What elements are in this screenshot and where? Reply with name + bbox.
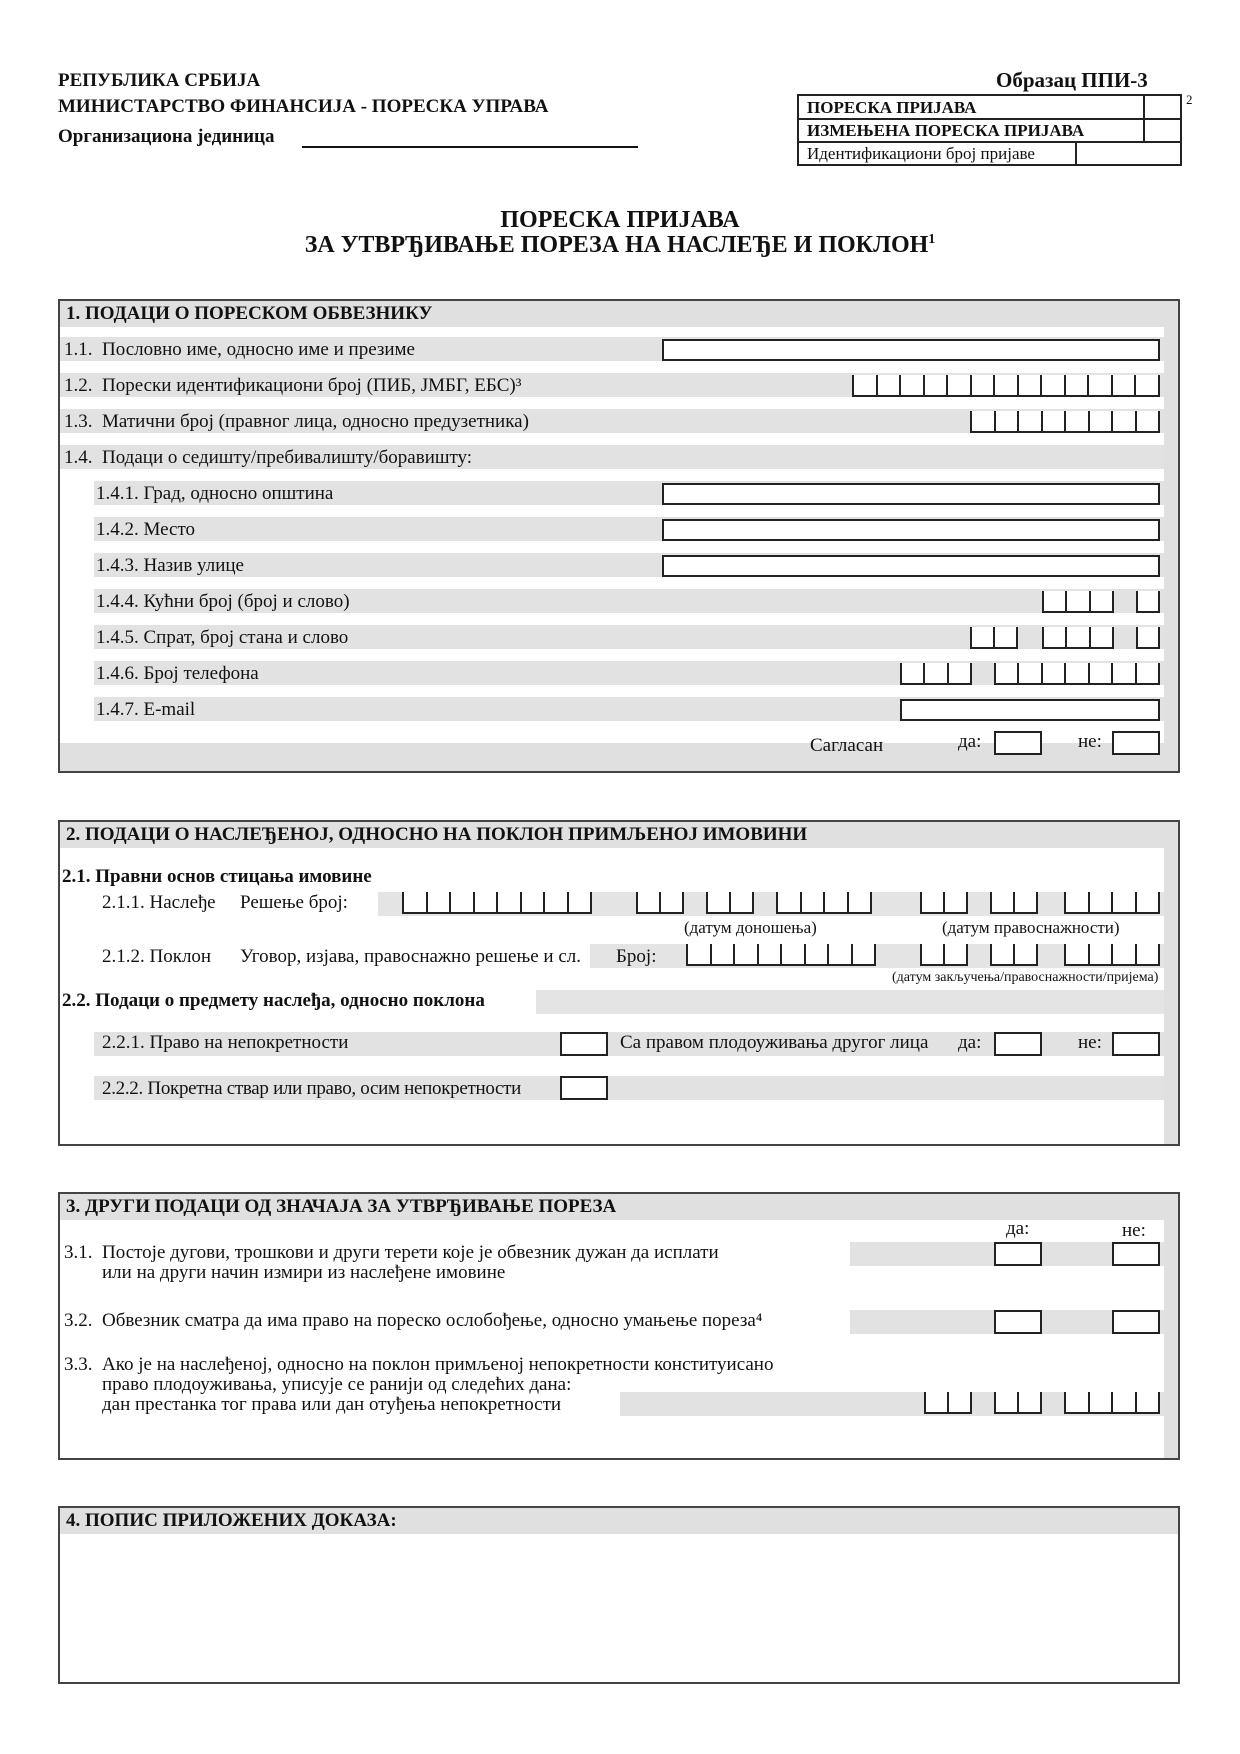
cell-divider: [994, 411, 996, 431]
label-1-2: Порески идентификациони број (ПИБ, ЈМБГ, ЕБС)³: [102, 375, 522, 396]
cell-divider: [1135, 944, 1137, 964]
cell-divider: [520, 892, 522, 912]
cell-divider: [1017, 411, 1019, 431]
cell-divider: [899, 375, 901, 395]
cell-divider: [1088, 944, 1090, 964]
label-2-2-2: 2.2.2. Покретна ствар или право, осим непокретности: [102, 1078, 522, 1099]
cell-divider: [1089, 627, 1091, 647]
label-1-4-4: 1.4.4. Кућни број (број и слово): [96, 591, 350, 612]
label-1-1-num: 1.1.: [64, 339, 93, 360]
org-unit-line[interactable]: [302, 146, 638, 148]
label-usufruct: Са правом плодоуживања другог лица: [620, 1032, 929, 1053]
cell-divider: [659, 892, 661, 912]
label-col-no: не:: [1122, 1220, 1146, 1241]
field-decision-year[interactable]: [776, 892, 872, 914]
cell-divider: [1134, 375, 1136, 395]
cell-divider: [800, 892, 802, 912]
field-final-month[interactable]: [990, 892, 1038, 914]
label-contract: Уговор, изјава, правоснажно решење и сл.: [240, 946, 581, 967]
filing-type-original: ПОРЕСКА ПРИЈАВА: [807, 98, 977, 117]
field-city[interactable]: [662, 483, 1160, 505]
label-3-3-line3: дан престанка тог права или дан отуђења непокретности: [102, 1394, 562, 1415]
cell-divider: [543, 892, 545, 912]
cell-divider: [970, 663, 972, 683]
cell-divider: [1088, 663, 1090, 683]
cell-divider: [682, 892, 684, 912]
cell-divider: [1087, 375, 1089, 395]
label-3-3-num: 3.3.: [64, 1354, 93, 1375]
label-agree: Сагласан: [810, 735, 884, 756]
cell-divider: [1065, 627, 1067, 647]
label-1-4: Подаци о седишту/пребивалишту/боравишту:: [102, 447, 473, 468]
cell-divider: [1036, 944, 1038, 964]
cell-divider: [823, 892, 825, 912]
field-email[interactable]: [900, 699, 1160, 721]
label-2-2: 2.2. Подаци о предмету наслеђа, односно поклона: [62, 990, 485, 1011]
cell-divider: [1158, 591, 1160, 611]
cell-divider: [946, 375, 948, 395]
form-code: Образац ППИ-3: [996, 68, 1148, 92]
box-footnote: 2: [1186, 92, 1193, 107]
title-line1: ПОРЕСКА ПРИЈАВА: [500, 207, 740, 233]
checkbox-usufruct-yes[interactable]: [994, 1032, 1042, 1056]
cell-divider: [1112, 591, 1114, 611]
label-agree-yes: да:: [958, 731, 982, 752]
cell-divider: [874, 944, 876, 964]
republic-label: РЕПУБЛИКА СРБИЈА: [58, 70, 261, 91]
cell-divider: [1088, 411, 1090, 431]
label-1-2-num: 1.2.: [64, 375, 93, 396]
field-decision-month[interactable]: [706, 892, 754, 914]
field-decision-number[interactable]: [402, 892, 592, 914]
section-4-heading: 4. ПОПИС ПРИЛОЖЕНИХ ДОКАЗА:: [66, 1510, 397, 1531]
cell-divider: [851, 944, 853, 964]
cell-divider: [1041, 411, 1043, 431]
cell-divider: [943, 944, 945, 964]
cell-divider: [1111, 892, 1113, 912]
cell-divider: [449, 892, 451, 912]
checkbox-original[interactable]: [348, 96, 382, 116]
cell-divider: [426, 892, 428, 912]
cell-divider: [1016, 627, 1018, 647]
label-3-1-line2: или на други начин измири из наслеђене имовине: [102, 1262, 506, 1283]
checkbox-3-2-yes[interactable]: [994, 1310, 1042, 1334]
cell-divider: [993, 627, 995, 647]
section-1-heading: 1. ПОДАЦИ О ПОРЕСКОМ ОБВЕЗНИКУ: [66, 303, 433, 324]
cell-divider: [827, 944, 829, 964]
cell-divider: [1088, 1392, 1090, 1412]
field-registration-number[interactable]: [970, 411, 1160, 433]
cell-divider: [1111, 375, 1113, 395]
cell-divider: [567, 892, 569, 912]
cell-divider: [1065, 591, 1067, 611]
cell-divider: [993, 375, 995, 395]
label-2-1: 2.1. Правни основ стицања имовине: [62, 866, 372, 887]
label-date-adopted: (датум доношења): [684, 918, 817, 937]
field-phone-number[interactable]: [994, 663, 1160, 685]
cell-divider: [1135, 411, 1137, 431]
checkbox-agree-no[interactable]: [1112, 731, 1160, 755]
label-3-1-line1: Постоје дугови, трошкови и други терети које је обвезник дужан да исплати: [102, 1242, 719, 1263]
label-usufruct-no: не:: [1078, 1032, 1102, 1053]
label-3-3-line1: Ако је на наслеђеној, односно на поклон примљеној непокретности конституисано: [102, 1354, 774, 1375]
cell-divider: [590, 892, 592, 912]
cell-divider: [1013, 944, 1015, 964]
cell-divider: [1158, 411, 1160, 431]
cell-divider: [943, 892, 945, 912]
checkbox-3-1-yes[interactable]: [994, 1242, 1042, 1266]
section-3-heading: 3. ДРУГИ ПОДАЦИ ОД ЗНАЧАЈА ЗА УТВРЂИВАЊЕ ПОРЕЗА: [66, 1196, 617, 1217]
cell-divider: [804, 944, 806, 964]
checkbox-agree-yes[interactable]: [994, 731, 1042, 755]
label-1-4-2: 1.4.2. Место: [96, 519, 196, 540]
section-1: [58, 299, 1180, 773]
label-agree-no: не:: [1078, 731, 1102, 752]
org-unit-label: Организациона јединица: [58, 126, 275, 147]
field-phone-prefix[interactable]: [900, 663, 972, 685]
checkbox-movable[interactable]: [560, 1076, 608, 1100]
cell-divider: [1158, 375, 1160, 395]
cell-divider: [876, 375, 878, 395]
cell-divider: [966, 892, 968, 912]
cell-divider: [970, 375, 972, 395]
cell-divider: [1135, 663, 1137, 683]
cell-divider: [1112, 627, 1114, 647]
field-apartment-letter[interactable]: [1136, 627, 1160, 649]
label-3-1-num: 3.1.: [64, 1242, 93, 1263]
field-floor[interactable]: [970, 627, 1018, 649]
label-col-yes: да:: [1006, 1218, 1030, 1239]
cell-divider: [473, 892, 475, 912]
cell-divider: [1135, 1392, 1137, 1412]
label-date-contract: (датум закључења/правоснажности/пријема): [892, 970, 1159, 985]
cell-divider: [757, 944, 759, 964]
cell-divider: [1111, 411, 1113, 431]
field-house-number[interactable]: [1042, 591, 1114, 613]
field-decision-day[interactable]: [636, 892, 684, 914]
cell-divider: [1040, 375, 1042, 395]
cell-divider: [1013, 892, 1015, 912]
field-house-letter[interactable]: [1136, 591, 1160, 613]
cell-divider: [1111, 944, 1113, 964]
cell-divider: [1041, 663, 1043, 683]
cell-divider: [1158, 944, 1160, 964]
cell-divider: [1158, 627, 1160, 647]
cell-divider: [1158, 892, 1160, 912]
cell-divider: [1111, 1392, 1113, 1412]
label-3-2-num: 3.2.: [64, 1310, 93, 1331]
label-decision-number: Решење број:: [240, 892, 348, 913]
label-1-1: Пословно име, односно име и презиме: [102, 339, 415, 360]
section-2: [58, 820, 1180, 1146]
cell-divider: [496, 892, 498, 912]
label-3-2: Обвезник сматра да има право на пореско ослобођење, односно умањење пореза⁴: [102, 1310, 763, 1331]
cell-divider: [1017, 1392, 1019, 1412]
cell-divider: [1135, 892, 1137, 912]
checkbox-3-1-no[interactable]: [1112, 1242, 1160, 1266]
section-3: [58, 1192, 1180, 1460]
cell-divider: [1088, 892, 1090, 912]
section-4: [58, 1506, 1180, 1684]
cell-divider: [970, 1392, 972, 1412]
filing-id-label: Идентификациони број пријаве: [807, 144, 1035, 163]
label-1-3-num: 1.3.: [64, 411, 93, 432]
cell-divider: [752, 892, 754, 912]
field-name[interactable]: [662, 339, 1160, 361]
label-1-4-num: 1.4.: [64, 447, 93, 468]
title-line2: ЗА УТВРЂИВАЊЕ ПОРЕЗА НА НАСЛЕЂЕ И ПОКЛОН$^1$: [304, 232, 936, 258]
cell-divider: [870, 892, 872, 912]
cell-divider: [1158, 663, 1160, 683]
evidence-list-area[interactable]: [60, 1534, 1178, 1682]
cell-divider: [1064, 411, 1066, 431]
field-final-day[interactable]: [920, 892, 968, 914]
label-1-4-1: 1.4.1. Град, односно општина: [96, 483, 334, 504]
field-3-3-year[interactable]: [1064, 1392, 1160, 1414]
field-3-3-month[interactable]: [994, 1392, 1042, 1414]
field-street[interactable]: [662, 555, 1160, 577]
cell-divider: [966, 944, 968, 964]
cell-divider: [923, 375, 925, 395]
cell-divider: [1158, 1392, 1160, 1412]
field-place[interactable]: [662, 519, 1160, 541]
filing-type-amended: ИЗМЕЊЕНА ПОРЕСКА ПРИЈАВА: [807, 121, 1085, 140]
cell-divider: [1036, 892, 1038, 912]
label-number: Број:: [616, 946, 657, 967]
label-2-2-1: 2.2.1. Право на непокретности: [102, 1032, 349, 1053]
checkbox-usufruct-no[interactable]: [1112, 1032, 1160, 1056]
field-contract-day[interactable]: [920, 944, 968, 966]
field-tax-id[interactable]: [852, 375, 1160, 397]
cell-divider: [780, 944, 782, 964]
field-contract-year[interactable]: [1064, 944, 1160, 966]
label-1-3: Матични број (правног лица, односно предузетника): [102, 411, 529, 432]
filing-type-box: [797, 94, 1182, 166]
cell-divider: [729, 892, 731, 912]
cell-divider: [710, 944, 712, 964]
label-1-4-6: 1.4.6. Број телефона: [96, 663, 259, 684]
field-contract-number[interactable]: [686, 944, 876, 966]
cell-divider: [1017, 375, 1019, 395]
cell-divider: [847, 892, 849, 912]
label-2-1-1: 2.1.1. Наслеђе: [102, 892, 216, 913]
title-footnote: 1: [928, 232, 936, 247]
checkbox-real-estate[interactable]: [560, 1032, 608, 1056]
label-date-final: (датум правоснажности): [942, 918, 1120, 937]
cell-divider: [1017, 663, 1019, 683]
cell-divider: [947, 663, 949, 683]
field-contract-month[interactable]: [990, 944, 1038, 966]
cell-divider: [1064, 375, 1066, 395]
field-final-year[interactable]: [1064, 892, 1160, 914]
cell-divider: [733, 944, 735, 964]
section-2-heading: 2. ПОДАЦИ О НАСЛЕЂЕНОЈ, ОДНОСНО НА ПОКЛОН ПРИМЉЕНОЈ ИМОВИНИ: [66, 824, 808, 845]
field-3-3-day[interactable]: [924, 1392, 972, 1414]
cell-divider: [1089, 591, 1091, 611]
label-3-3-line2: право плодоуживања, уписује се ранији од следећих дана:: [102, 1374, 572, 1395]
ministry-label: МИНИСТАРСТВО ФИНАНСИЈА - ПОРЕСКА УПРАВА: [58, 96, 549, 117]
label-2-1-2: 2.1.2. Поклон: [102, 946, 212, 967]
label-usufruct-yes: да:: [958, 1032, 982, 1053]
label-1-4-3: 1.4.3. Назив улице: [96, 555, 244, 576]
cell-divider: [1040, 1392, 1042, 1412]
cell-divider: [1111, 663, 1113, 683]
cell-divider: [947, 1392, 949, 1412]
label-1-4-5: 1.4.5. Спрат, број стана и слово: [96, 627, 349, 648]
label-1-4-7: 1.4.7. E-mail: [96, 699, 196, 720]
cell-divider: [1064, 663, 1066, 683]
cell-divider: [923, 663, 925, 683]
field-apartment[interactable]: [1042, 627, 1114, 649]
checkbox-3-2-no[interactable]: [1112, 1310, 1160, 1334]
